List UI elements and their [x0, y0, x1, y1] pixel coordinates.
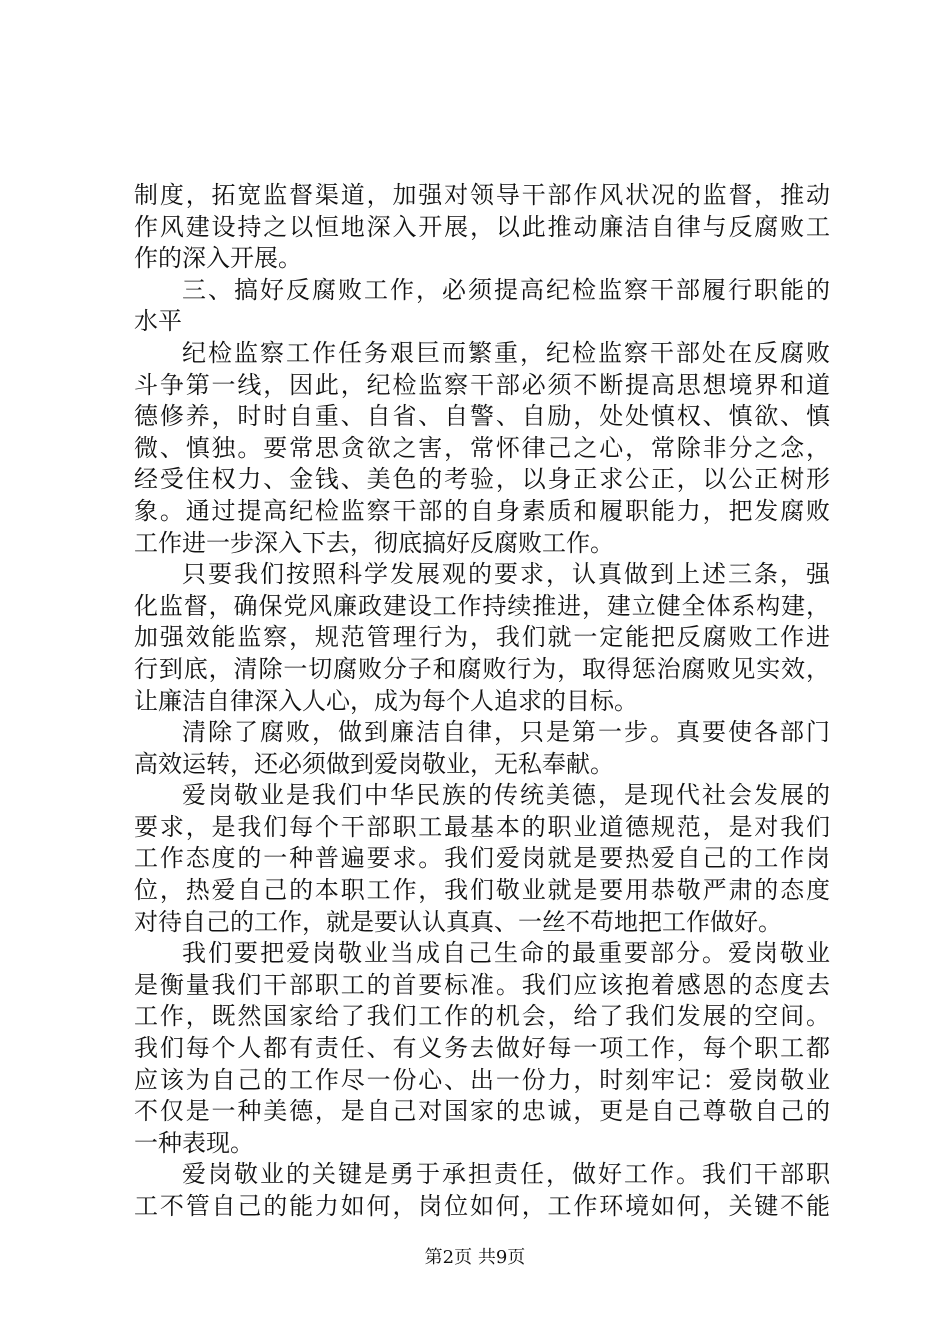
- text-line: 行到底，清除一切腐败分子和腐败行为，取得惩治腐败见实效，: [134, 654, 830, 683]
- text-line: 化监督，确保党风廉政建设工作持续推进，建立健全体系构建，: [134, 591, 830, 620]
- text-line: 象。通过提高纪检监察干部的自身素质和履职能力，把发腐败: [134, 496, 830, 525]
- text-line: 工不管自己的能力如何，岗位如何，工作环境如何，关键不能: [134, 1192, 830, 1220]
- text-line: 让廉洁自律深入人心，成为每个人追求的目标。: [134, 686, 638, 715]
- text-line: 对待自己的工作，就是要认认真真、一丝不苟地把工作做好。: [134, 907, 782, 936]
- text-line: 一种表现。: [134, 1128, 254, 1157]
- text-line: 爱岗敬业的关键是勇于承担责任，做好工作。我们干部职: [182, 1160, 830, 1189]
- page-footer: [0, 1246, 950, 1270]
- text-line: 爱岗敬业是我们中华民族的传统美德，是现代社会发展的: [182, 781, 830, 810]
- text-line: 作的深入开展。: [134, 244, 302, 273]
- text-line: 三、搞好反腐败工作，必须提高纪检监察干部履行职能的: [182, 275, 830, 304]
- text-line: 工作，既然国家给了我们工作的机会，给了我们发展的空间。: [134, 1002, 830, 1031]
- text-line: 工作态度的一种普遍要求。我们爱岗就是要热爱自己的工作岗: [134, 844, 830, 873]
- text-line: 要求，是我们每个干部职工最基本的职业道德规范，是对我们: [134, 812, 830, 841]
- text-line: 作风建设持之以恒地深入开展，以此推动廉洁自律与反腐败工: [134, 212, 830, 241]
- text-line: 我们要把爱岗敬业当成自己生命的最重要部分。爱岗敬业: [182, 939, 830, 968]
- text-line: 是衡量我们干部职工的首要标准。我们应该抱着感恩的态度去: [134, 970, 830, 999]
- text-line: 德修养，时时自重、自省、自警、自励，处处慎权、慎欲、慎: [134, 402, 830, 431]
- text-line: 只要我们按照科学发展观的要求，认真做到上述三条，强: [182, 560, 830, 589]
- page-number: 第2页 共9页: [424, 1247, 526, 1268]
- text-line: 经受住权力、金钱、美色的考验，以身正求公正，以公正树形: [134, 465, 830, 494]
- text-line: 制度，拓宽监督渠道，加强对领导干部作风状况的监督，推动: [134, 181, 830, 209]
- text-line: 斗争第一线，因此，纪检监察干部必须不断提高思想境界和道: [134, 370, 830, 399]
- text-line: 清除了腐败，做到廉洁自律，只是第一步。真要使各部门: [182, 718, 830, 747]
- document-body: [134, 180, 830, 1223]
- text-line: 高效运转，还必须做到爱岗敬业，无私奉献。: [134, 749, 614, 778]
- text-line: 工作进一步深入下去，彻底搞好反腐败工作。: [134, 528, 614, 557]
- text-line: 纪检监察工作任务艰巨而繁重，纪检监察干部处在反腐败: [182, 338, 830, 367]
- text-line: 加强效能监察，规范管理行为，我们就一定能把反腐败工作进: [134, 623, 830, 652]
- text-line: 位，热爱自己的本职工作，我们敬业就是要用恭敬严肃的态度: [134, 876, 830, 905]
- text-line: 不仅是一种美德，是自己对国家的忠诚，更是自己尊敬自己的: [134, 1097, 830, 1126]
- text-line: 微、慎独。要常思贪欲之害，常怀律己之心，常除非分之念，: [134, 433, 830, 462]
- text-line: 我们每个人都有责任、有义务去做好每一项工作，每个职工都: [134, 1034, 830, 1063]
- text-line: 应该为自己的工作尽一份心、出一份力，时刻牢记：爱岗敬业: [134, 1065, 830, 1094]
- text-line: 水平: [134, 307, 182, 336]
